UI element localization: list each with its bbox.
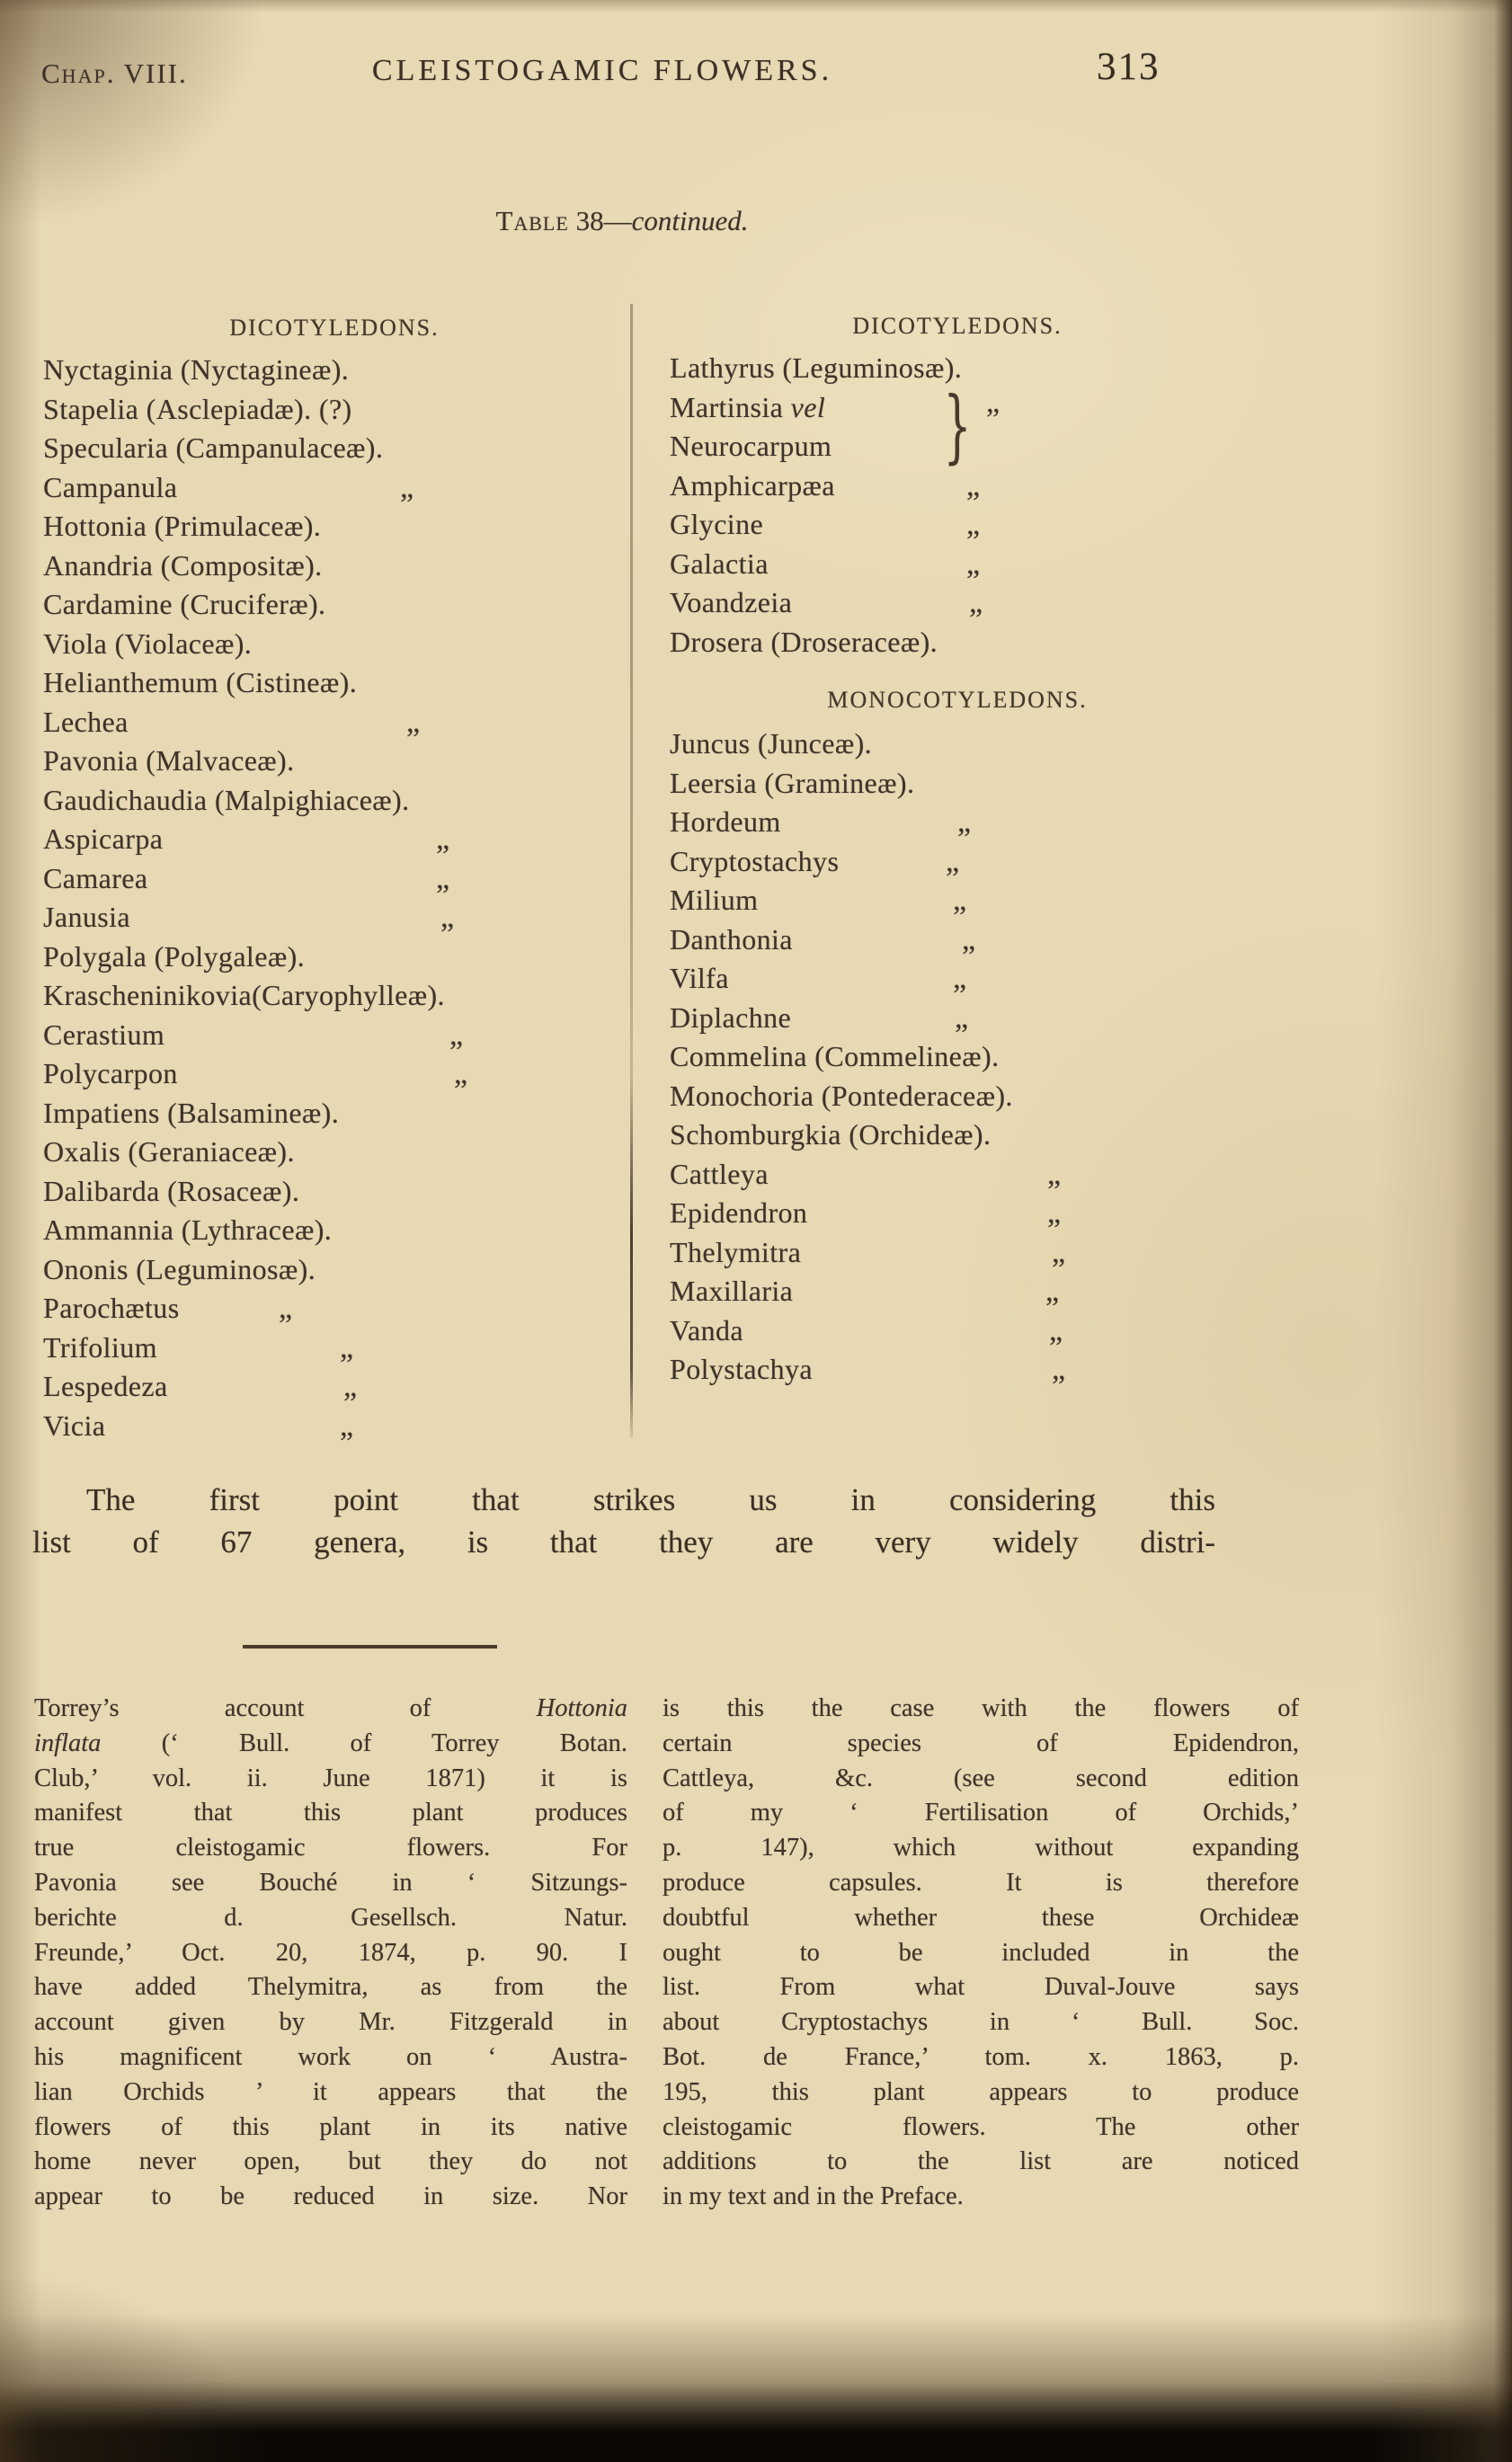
genus-name: Monochoria (Pontederaceæ).: [670, 1079, 1013, 1112]
body-text-line: list of 67 genera, is that they are very widely distri-: [32, 1524, 1215, 1560]
footnote-separator-rule: [243, 1645, 497, 1649]
genus-name: Oxalis (Geraniaceæ).: [43, 1135, 295, 1168]
ditto-mark: „: [969, 586, 983, 619]
table-title-number: 38—: [568, 205, 632, 236]
footnote-line: Torrey’s account of Hottonia: [34, 1694, 627, 1722]
table-row: [43, 1094, 626, 1133]
table-title-word: Table: [495, 205, 569, 236]
body-text-line: The first point that strikes us in considering this: [86, 1482, 1215, 1517]
genus-name: Camarea: [43, 861, 148, 894]
ditto-mark: „: [340, 1330, 354, 1364]
table-row: [43, 976, 626, 1016]
table-row: [670, 1115, 1245, 1155]
genus-name: Parochætus: [43, 1292, 180, 1324]
table-row: [670, 1272, 1245, 1311]
footnote-line: Pavonia see Bouché in ‘ Sitzungs-: [34, 1868, 627, 1897]
table-right-monocot-rows: [670, 724, 1245, 1390]
running-title: CLEISTOGAMIC FLOWERS.: [371, 54, 833, 87]
footnote-line: inflata (‘ Bull. of Torrey Botan.: [34, 1729, 627, 1757]
table-row: [670, 959, 1245, 999]
genus-name: Danthonia: [670, 922, 793, 955]
genus-name: Maxillaria: [670, 1275, 794, 1307]
table-row: [670, 1350, 1245, 1390]
chapter-label: Chap. VIII.: [41, 58, 188, 89]
genus-name: Stapelia (Asclepiadæ). (?): [43, 392, 352, 425]
table-row: [43, 468, 626, 508]
genus-name: Martinsia vel: [670, 390, 826, 423]
footnote-line: cleistogamic flowers. The other: [663, 2112, 1299, 2141]
genus-name: Specularia (Campanulaceæ).: [43, 431, 384, 464]
footnote-line: is this the case with the flowers of: [663, 1694, 1299, 1722]
table-row: [43, 1329, 626, 1368]
ditto-mark: „: [440, 901, 455, 934]
table-row: [43, 390, 626, 430]
footnote-line: produce capsules. It is therefore: [663, 1868, 1299, 1897]
table-row: [43, 1016, 626, 1055]
genus-name: Lespedeza: [43, 1370, 168, 1402]
footnote-line: doubtful whether these Orchideæ: [663, 1903, 1299, 1932]
footnote-line: certain species of Epidendron,: [663, 1729, 1299, 1757]
ditto-mark: „: [1052, 1353, 1066, 1386]
table-row: [43, 859, 626, 899]
genus-name: Vilfa: [670, 962, 729, 994]
ditto-mark: „: [966, 468, 981, 502]
genus-name: Cardamine (Cruciferæ).: [43, 588, 326, 620]
table-row: [43, 781, 626, 821]
genus-name: Hordeum: [670, 805, 781, 838]
ditto-mark: „: [946, 844, 960, 878]
table-row: [670, 920, 1245, 960]
table-row: [670, 724, 1245, 764]
footnote-line: of my ‘ Fertilisation of Orchids,’: [663, 1799, 1299, 1827]
ditto-mark: „: [1045, 1275, 1060, 1308]
genus-name: Voandzeia: [670, 586, 793, 618]
genus-name: Ononis (Leguminosæ).: [43, 1252, 316, 1285]
table-row: [670, 1194, 1245, 1233]
table-title-continued: continued.: [631, 205, 749, 236]
table-row: [670, 623, 1245, 662]
footnote-line: home never open, but they do not: [34, 2147, 627, 2176]
footnote-line: in my text and in the Preface.: [663, 2182, 964, 2211]
table-row: [670, 1077, 1245, 1116]
main-paragraph: [32, 1479, 1215, 1563]
footnote-line: manifest that this plant produces: [34, 1799, 627, 1827]
footnote-right-column: [663, 1692, 1299, 2215]
footnote-line: berichte d. Gesellsch. Natur.: [34, 1903, 627, 1932]
genus-name: Lathyrus (Leguminosæ).: [670, 351, 963, 384]
ditto-mark: „: [436, 822, 450, 856]
ditto-mark: „: [957, 805, 972, 839]
table-row: [43, 625, 626, 664]
ditto-mark: „: [406, 705, 421, 739]
genus-name: Dalibarda (Rosaceæ).: [43, 1174, 300, 1207]
table-row: [43, 1133, 626, 1172]
table-row: [670, 505, 1245, 545]
footnote-left-column: [34, 1692, 627, 2215]
table-row: [670, 1037, 1245, 1077]
ditto-mark: „: [340, 1409, 354, 1443]
table-left-column: [43, 315, 626, 1445]
ditto-mark: „: [400, 470, 414, 504]
table-row: [43, 742, 626, 781]
table-row: [43, 1211, 626, 1250]
footnote-line: 195, this plant appears to produce: [663, 2077, 1299, 2106]
table-row: [670, 881, 1245, 920]
table-row: [43, 585, 626, 625]
ditto-mark: „: [966, 508, 981, 541]
genus-name: Polycarpon: [43, 1057, 178, 1089]
genus-name: Impatiens (Balsamineæ).: [43, 1096, 340, 1129]
table-row: [43, 1289, 626, 1329]
ditto-mark: „: [953, 884, 967, 917]
genus-name: Lechea: [43, 705, 129, 738]
table-row: [43, 938, 626, 977]
table-row: [43, 429, 626, 468]
table-row: [43, 703, 626, 742]
genus-name: Aspicarpa: [43, 822, 164, 855]
table-row: [670, 764, 1245, 804]
table-row: [43, 1367, 626, 1407]
genus-name: Galactia: [670, 547, 769, 580]
genus-name: Cerastium: [43, 1018, 165, 1051]
genus-name: Nyctaginia (Nyctagineæ).: [43, 353, 350, 386]
ditto-mark: „: [436, 861, 450, 895]
ditto-mark: „: [343, 1370, 358, 1403]
genus-name: Amphicarpæa: [670, 468, 835, 502]
ditto-mark: „: [1049, 1313, 1063, 1347]
ditto-mark: ”: [986, 402, 1001, 436]
genus-name: Krascheninikovia(Caryophylleæ).: [43, 979, 445, 1011]
ditto-mark: „: [955, 1000, 969, 1035]
genus-name: Janusia: [43, 901, 131, 933]
table-right-dicot-rows: [670, 349, 1245, 662]
ditto-mark: „: [449, 1018, 464, 1052]
table-row: [43, 1054, 626, 1094]
genus-name: Glycine: [670, 508, 764, 540]
genus-name: Juncus (Junceæ).: [670, 727, 873, 760]
footnote-line: Freunde,’ Oct. 20, 1874, p. 90. I: [34, 1938, 627, 1967]
genus-name: Vicia: [43, 1409, 106, 1442]
footnote-line: flowers of this plant in its native: [34, 2112, 627, 2141]
ditto-mark: „: [1052, 1235, 1066, 1269]
table-row: [43, 898, 626, 938]
genus-name: Gaudichaudia (Malpighiaceæ).: [43, 783, 410, 816]
footnote-line: additions to the list are noticed: [663, 2147, 1299, 2176]
footnote-line: true cleistogamic flowers. For: [34, 1834, 627, 1862]
footnote-line: appear to be reduced in size. Nor: [34, 2182, 627, 2211]
genus-name: Campanula: [43, 470, 178, 503]
footnote-line: Bot. de France,’ tom. x. 1863, p.: [663, 2042, 1299, 2071]
footnote-line: lian Orchids ’ it appears that the: [34, 2077, 627, 2106]
genus-name: Hottonia (Primulaceæ).: [43, 510, 322, 542]
ditto-mark: „: [953, 962, 967, 995]
ditto-mark: „: [454, 1057, 468, 1090]
genus-name: Trifolium: [43, 1330, 157, 1364]
table-row: [43, 663, 626, 703]
genus-name: Milium: [670, 884, 759, 916]
genus-name: Leersia (Gramineæ).: [670, 766, 915, 799]
ditto-mark: „: [966, 547, 981, 581]
ditto-mark: „: [1047, 1157, 1062, 1191]
table-row: [670, 545, 1245, 584]
column-divider-rule: [630, 304, 633, 1438]
genus-name: Polygala (Polygaleæ).: [43, 939, 306, 973]
genus-name: Commelina (Commelineæ).: [670, 1040, 1000, 1072]
table-row: [43, 507, 626, 547]
genus-name: Vanda: [670, 1313, 743, 1347]
table-row: [43, 547, 626, 586]
genus-name: Epidendron: [670, 1196, 808, 1229]
table-row: [670, 803, 1245, 842]
genus-name: Diplachne: [670, 1000, 792, 1034]
table-row: [670, 1233, 1245, 1273]
section-heading-dicotyledons-left: DICOTYLEDONS.: [229, 315, 440, 341]
table-row: [43, 351, 626, 390]
genus-name: Cattleya: [670, 1157, 769, 1190]
table-row: [43, 1407, 626, 1446]
genus-name: Drosera (Droseraceæ).: [670, 625, 938, 658]
table-row-brace-group: [670, 378, 1245, 472]
footnote-line: ought to be included in the: [663, 1938, 1299, 1967]
genus-name: Cryptostachys: [670, 844, 840, 877]
brace-glyph: }: [943, 378, 972, 472]
genus-name: Ammannia (Lythraceæ).: [43, 1213, 333, 1246]
genus-name: Pavonia (Malvaceæ).: [43, 744, 295, 777]
footnote-line: have added Thelymitra, as from the: [34, 1973, 627, 2002]
table-row: [43, 1250, 626, 1290]
ditto-mark: „: [279, 1292, 293, 1325]
table-left-rows: [43, 351, 626, 1445]
table-right-column: [670, 313, 1245, 1390]
genus-name: Helianthemum (Cistineæ).: [43, 666, 358, 698]
footnote-line: Cattleya, &c. (see second edition: [663, 1764, 1299, 1792]
table-row: [670, 842, 1245, 882]
genus-name: Thelymitra: [670, 1235, 802, 1268]
footnote-line: p. 147), which without expanding: [663, 1834, 1299, 1862]
genus-name: Polystachya: [670, 1353, 814, 1385]
ditto-mark: „: [962, 922, 976, 956]
page-number: 313: [1097, 46, 1161, 88]
table-row: [670, 999, 1245, 1038]
genus-name: Viola (Violaceæ).: [43, 627, 253, 660]
section-heading-monocotyledons: MONOCOTYLEDONS.: [827, 687, 1088, 713]
table-row: [670, 1155, 1245, 1195]
table-title: [36, 205, 1208, 237]
ditto-mark: „: [1047, 1196, 1062, 1230]
footnote-line: list. From what Duval-Jouve says: [663, 1973, 1299, 2002]
table-row: [670, 583, 1245, 623]
genus-name: Neurocarpum: [670, 430, 832, 462]
genus-name: Schomburgkia (Orchideæ).: [670, 1118, 992, 1151]
table-row: [670, 467, 1245, 506]
section-heading-dicotyledons-right: DICOTYLEDONS.: [852, 313, 1063, 339]
genus-name: Anandria (Compositæ).: [43, 548, 323, 582]
table-row: [43, 1172, 626, 1212]
footnote-line: Club,’ vol. ii. June 1871) it is: [34, 1764, 627, 1792]
footnote-line: about Cryptostachys in ‘ Bull. Soc.: [663, 2008, 1299, 2037]
footnote-line: account given by Mr. Fitzgerald in: [34, 2008, 627, 2037]
table-row: [670, 1311, 1245, 1351]
footnote-line: his magnificent work on ‘ Austra-: [34, 2042, 627, 2071]
table-row: [43, 820, 626, 859]
